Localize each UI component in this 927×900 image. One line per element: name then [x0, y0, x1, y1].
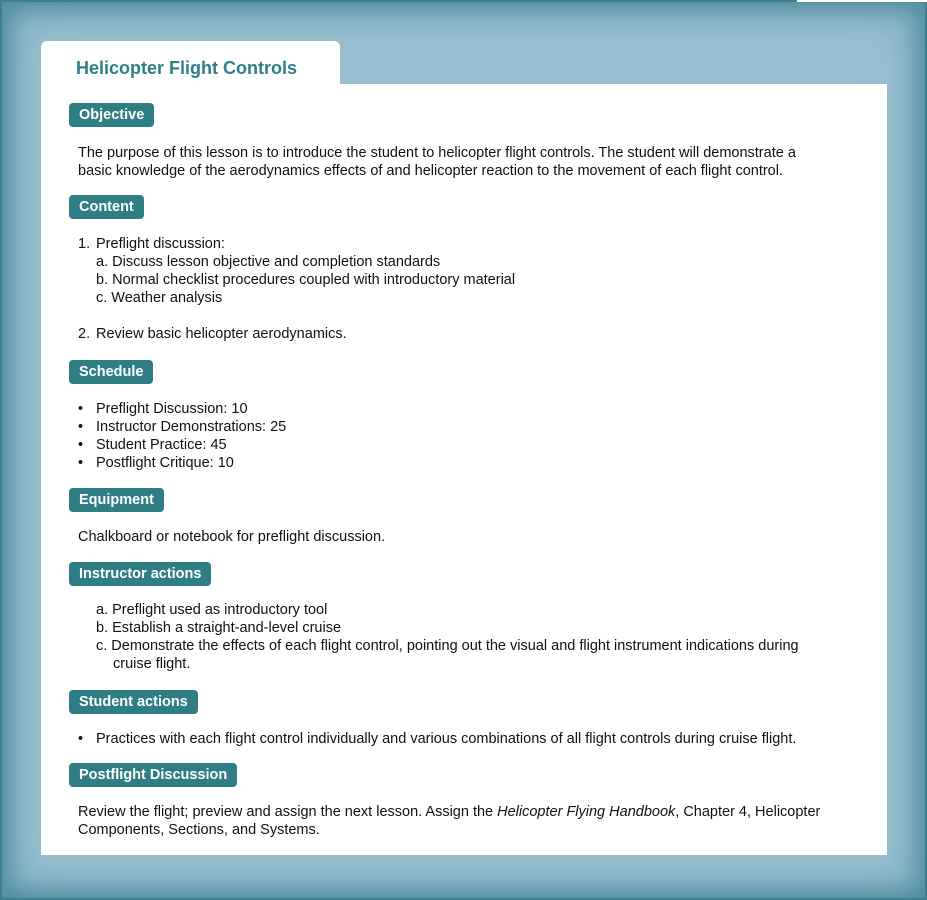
content-item-1 [78, 235, 868, 253]
content-subitem-c: c. Weather analysis [96, 290, 223, 306]
instructor-action-c-continuation: cruise flight. [113, 656, 191, 672]
student-action-item: • Practices with each flight control individually and various combinations of all flight controls during cruise flight. [78, 730, 868, 748]
objective-text-line1: The purpose of this lesson is to introduce the student to helicopter flight controls. The student will demonstrate a [78, 145, 796, 161]
page-title: Helicopter Flight Controls [76, 58, 298, 78]
postflight-text-line2: Components, Sections, and Systems. [78, 822, 320, 838]
content-item-2 [78, 325, 868, 343]
content-list-2 [78, 325, 868, 343]
instructor-actions-list [78, 601, 868, 673]
student-actions-list [78, 730, 868, 748]
postflight-text-part2: , Chapter 4, Helicopter [675, 804, 821, 820]
student-actions-heading: Student actions [69, 690, 198, 714]
content-heading: Content [69, 195, 144, 219]
schedule-item: • Instructor Demonstrations: 25 [78, 418, 868, 436]
content-item-1-number: 1. [78, 236, 91, 252]
instructor-actions-heading: Instructor actions [69, 562, 211, 586]
postflight-text [78, 803, 868, 839]
objective-text [78, 144, 868, 180]
postflight-text-part1: Review the flight; preview and assign the next lesson. Assign the [78, 804, 498, 820]
equipment-text: Chalkboard or notebook for preflight discussion. [78, 529, 386, 545]
schedule-item: • Preflight Discussion: 10 [78, 400, 868, 418]
objective-text-line2: basic knowledge of the aerodynamics effects of and helicopter reaction to the movement of each flight control. [78, 163, 783, 179]
content-item-1-label: Preflight discussion: [96, 236, 225, 252]
content-item-2-number: 2. [78, 326, 91, 342]
content-subitem-a: a. Discuss lesson objective and completion standards [96, 254, 441, 270]
content-subitem-b: b. Normal checklist procedures coupled with introductory material [96, 272, 516, 288]
instructor-action-c: c. Demonstrate the effects of each flight control, pointing out the visual and flight instrument indications during [96, 638, 799, 654]
schedule-heading: Schedule [69, 360, 153, 384]
postflight-text-italic: Helicopter Flying Handbook [497, 804, 676, 820]
content-item-2-label: Review basic helicopter aerodynamics. [96, 326, 347, 342]
content-list [78, 235, 868, 307]
equipment-heading: Equipment [69, 488, 164, 512]
schedule-list [78, 400, 868, 472]
instructor-action-b: b. Establish a straight-and-level cruise [96, 620, 342, 636]
postflight-heading: Postflight Discussion [69, 763, 237, 787]
schedule-item: • Student Practice: 45 [78, 436, 868, 454]
frame-corner-highlight [797, 0, 927, 2]
title-tab [41, 41, 340, 87]
schedule-item: • Postflight Critique: 10 [78, 454, 868, 472]
objective-heading: Objective [69, 103, 154, 127]
lesson-panel [41, 84, 887, 855]
instructor-action-a: a. Preflight used as introductory tool [96, 602, 328, 618]
